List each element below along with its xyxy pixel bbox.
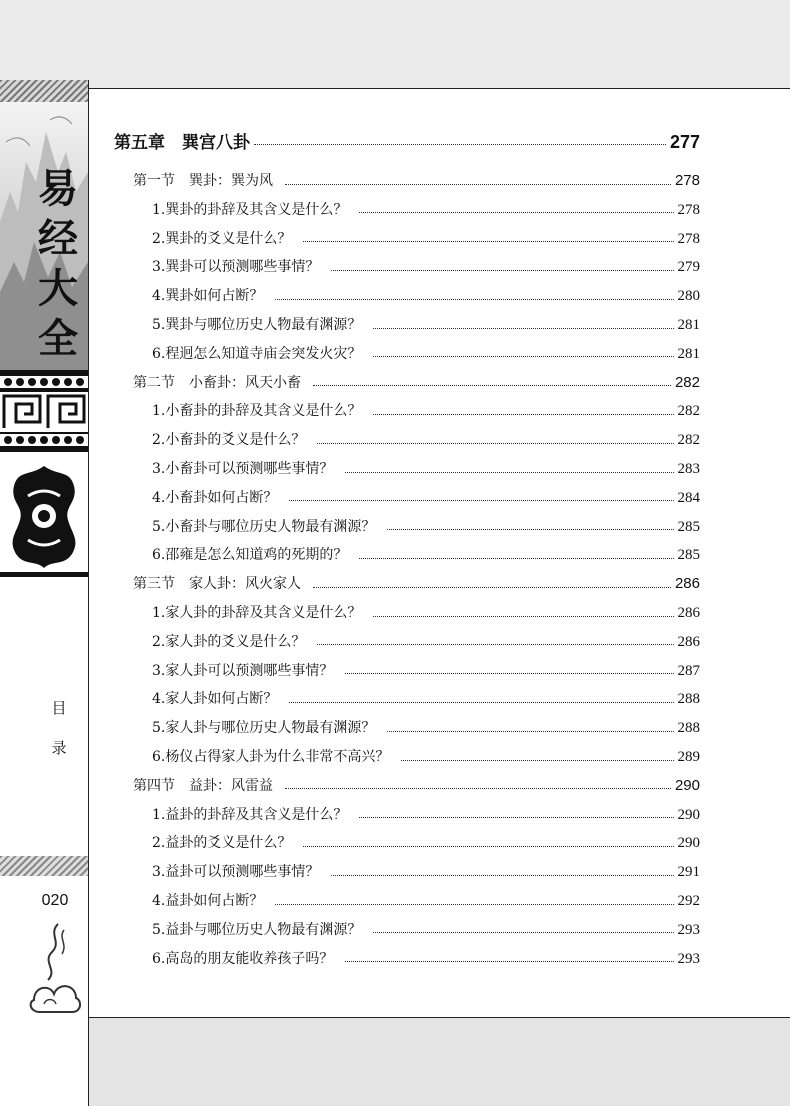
ornament-icon (0, 456, 88, 576)
dot-leader (373, 414, 673, 415)
toc-item-page-number: 290 (677, 835, 700, 852)
toc-item-title: 2.小畜卦的爻义是什么？ (152, 432, 306, 449)
toc-chapter-page-number: 277 (669, 132, 700, 152)
toc-item[interactable] (152, 199, 700, 219)
dot-leader (359, 558, 673, 559)
toc-section-title: 第一节 巽卦：巽为风 (133, 173, 273, 189)
toc-label-char: 目 (51, 699, 67, 717)
toc-item[interactable] (152, 919, 700, 939)
toc-item[interactable] (152, 516, 700, 536)
toc-section-page-number: 290 (674, 776, 700, 794)
dot-leader (289, 500, 673, 501)
toc-item-page-number: 278 (677, 230, 700, 247)
book-title-char: 经 (38, 215, 78, 262)
book-title-char: 全 (38, 315, 78, 362)
toc-item-title: 4.益卦如何占断？ (152, 893, 264, 909)
toc-item[interactable] (152, 631, 700, 651)
toc-section[interactable] (133, 170, 700, 190)
dot-leader (373, 616, 673, 617)
book-title (36, 164, 80, 364)
toc-item-title: 2.巽卦的爻义是什么？ (152, 230, 292, 247)
dot-leader (345, 961, 673, 962)
wave-border-bottom (0, 856, 88, 876)
toc-item-page-number: 290 (677, 806, 700, 823)
toc-item-title: 3.小畜卦可以预测哪些事情？ (152, 461, 334, 477)
toc-item-page-number: 278 (677, 201, 700, 218)
toc-item-title: 4.家人卦如何占断？ (152, 691, 278, 708)
toc-section-page-number: 286 (674, 575, 700, 593)
dot-leader (254, 144, 666, 145)
toc-label-char: 录 (51, 739, 67, 757)
toc-item-title: 2.益卦的爻义是什么？ (152, 835, 292, 852)
dot-leader (359, 212, 673, 213)
dot-leader (275, 904, 673, 905)
toc-item-page-number: 288 (677, 720, 700, 737)
dot-leader (387, 529, 673, 530)
toc-item[interactable] (152, 746, 700, 766)
wave-border-top (0, 80, 88, 102)
sidebar (0, 80, 89, 1106)
book-title-char: 易 (38, 165, 78, 212)
toc-item-title: 5.巽卦与哪位历史人物最有渊源？ (152, 317, 362, 333)
toc-item-page-number: 281 (677, 345, 700, 362)
toc-section-title: 第三节 家人卦：风火家人 (133, 576, 301, 593)
toc-item-title: 1.益卦的卦辞及其含义是什么？ (152, 806, 348, 823)
toc-item[interactable] (152, 717, 700, 737)
toc-item[interactable] (152, 804, 700, 824)
toc-item[interactable] (152, 400, 700, 420)
toc-item[interactable] (152, 544, 700, 564)
toc-item[interactable] (152, 285, 700, 305)
toc-item-title: 6.程迥怎么知道寺庙会突发火灾？ (152, 345, 362, 362)
dot-leader (317, 644, 673, 645)
toc-item-title: 1.家人卦的卦辞及其含义是什么？ (152, 605, 362, 621)
toc-item[interactable] (152, 314, 700, 334)
toc-item-title: 3.巽卦可以预测哪些事情？ (152, 259, 320, 276)
toc-section[interactable] (133, 372, 700, 392)
toc-item-page-number: 287 (677, 662, 700, 679)
dot-leader (373, 932, 673, 933)
toc-item-page-number: 280 (677, 288, 700, 305)
toc-item-title: 6.邵雍是怎么知道鸡的死期的？ (152, 547, 348, 564)
toc-item[interactable] (152, 832, 700, 852)
dot-leader (359, 817, 673, 818)
toc-item-page-number: 286 (677, 633, 700, 650)
toc-item-page-number: 291 (677, 864, 700, 881)
toc-item[interactable] (152, 228, 700, 248)
toc-chapter-title: 第五章 巽宫八卦 (114, 133, 250, 153)
sidebar-divider (0, 572, 88, 577)
toc-item[interactable] (152, 256, 700, 276)
toc-item-page-number: 279 (677, 259, 700, 276)
toc-item-title: 1.巽卦的卦辞及其含义是什么？ (152, 201, 348, 218)
bottom-margin (89, 1018, 790, 1106)
toc-item-title: 3.家人卦可以预测哪些事情？ (152, 662, 334, 679)
toc-item[interactable] (152, 602, 700, 622)
toc-item[interactable] (152, 948, 700, 968)
toc-item-page-number: 292 (677, 893, 700, 909)
toc-item-title: 2.家人卦的爻义是什么？ (152, 633, 306, 650)
dot-leader (331, 875, 673, 876)
toc-item[interactable] (152, 660, 700, 680)
toc-item-title: 4.小畜卦如何占断？ (152, 489, 278, 506)
dot-leader (285, 788, 671, 789)
toc-item-title: 1.小畜卦的卦辞及其含义是什么？ (152, 403, 362, 420)
dot-leader (317, 443, 673, 444)
dot-leader (345, 472, 673, 473)
toc-item-page-number: 282 (677, 432, 700, 449)
dot-leader (285, 184, 671, 185)
toc-item-title: 5.小畜卦与哪位历史人物最有渊源？ (152, 518, 376, 535)
dot-leader (289, 702, 673, 703)
dot-leader (373, 328, 673, 329)
toc-section[interactable] (133, 573, 700, 593)
dot-leader (373, 356, 673, 357)
toc-item[interactable] (152, 890, 700, 910)
toc-section-page-number: 278 (674, 172, 700, 189)
toc-item-page-number: 283 (677, 461, 700, 477)
toc-item-title: 4.巽卦如何占断？ (152, 288, 264, 305)
page-number: 020 (41, 892, 69, 909)
toc-label (44, 688, 74, 768)
dot-leader (345, 673, 673, 674)
toc-item-title: 5.家人卦与哪位历史人物最有渊源？ (152, 720, 376, 737)
dot-leader (401, 760, 673, 761)
toc-section-title: 第四节 益卦：风雷益 (133, 777, 273, 794)
dot-leader (275, 299, 673, 300)
toc-item-title: 6.杨仪占得家人卦为什么非常不高兴？ (152, 749, 390, 765)
fret-pattern-band (0, 370, 88, 452)
top-margin (0, 0, 790, 88)
dot-leader (313, 587, 671, 588)
book-title-char: 大 (38, 265, 78, 312)
dot-leader (303, 241, 673, 242)
toc-item-page-number: 289 (677, 749, 700, 765)
toc-item[interactable] (152, 343, 700, 363)
toc-section[interactable] (133, 775, 700, 795)
toc-section-page-number: 282 (674, 373, 700, 391)
toc-section-title: 第二节 小畜卦：风天小畜 (133, 374, 301, 391)
dot-leader (331, 270, 673, 271)
toc-item[interactable] (152, 861, 700, 881)
toc-item[interactable] (152, 429, 700, 449)
toc-item-page-number: 284 (677, 489, 700, 506)
toc-item-page-number: 286 (677, 605, 700, 621)
toc-item[interactable] (152, 487, 700, 507)
toc-item-page-number: 281 (677, 317, 700, 333)
toc-item-page-number: 285 (677, 518, 700, 535)
toc-item-page-number: 288 (677, 691, 700, 708)
toc-item-page-number: 282 (677, 403, 700, 420)
toc-item-title: 3.益卦可以预测哪些事情？ (152, 864, 320, 881)
toc-item-page-number: 293 (677, 921, 700, 938)
toc-item[interactable] (152, 458, 700, 478)
toc-item-page-number: 293 (677, 950, 700, 967)
dot-leader (303, 846, 673, 847)
toc-chapter[interactable] (114, 128, 700, 153)
dot-leader (387, 731, 673, 732)
toc-item-page-number: 285 (677, 547, 700, 564)
toc-item-title: 5.益卦与哪位历史人物最有渊源？ (152, 921, 362, 938)
cloud-ornament-icon (28, 920, 84, 1016)
toc-item[interactable] (152, 688, 700, 708)
toc-item-title: 6.高岛的朋友能收养孩子吗？ (152, 950, 334, 967)
dot-leader (313, 385, 671, 386)
